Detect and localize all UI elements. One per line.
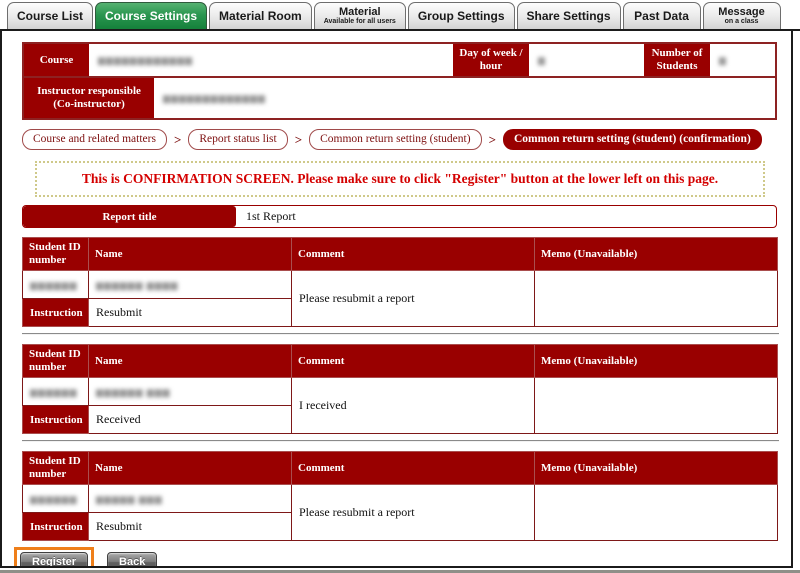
tab-share-settings[interactable] — [517, 2, 621, 29]
redacted-student-id: ▆▆▆▆▆▆ — [30, 280, 78, 290]
tab-group-settings[interactable] — [408, 2, 515, 29]
day-of-week-label: Day of week / hour — [453, 44, 529, 76]
comment-cell: Please resubmit a report — [292, 271, 535, 327]
memo-cell — [535, 271, 778, 327]
student-table-3 — [22, 451, 778, 541]
tab-label: Past Data — [634, 8, 689, 23]
tab-material-room[interactable] — [209, 2, 312, 29]
tab-message[interactable] — [703, 2, 781, 29]
breadcrumb-report-status-list[interactable]: Report status list — [188, 129, 287, 150]
student-name-cell — [89, 378, 292, 406]
instruction-label: Instruction — [23, 299, 89, 327]
redacted-day-value: ▆ — [538, 54, 546, 65]
back-button-wrap — [107, 552, 157, 568]
header-memo: Memo (Unavailable) — [535, 452, 778, 485]
header-student-id: Student ID number — [23, 238, 89, 271]
tab-course-list[interactable] — [7, 2, 93, 29]
redacted-student-id: ▆▆▆▆▆▆ — [30, 494, 78, 504]
course-info-row-1 — [24, 44, 775, 78]
instruction-value-cell: Resubmit — [89, 299, 292, 327]
chevron-right-icon: > — [294, 131, 303, 147]
redacted-student-name: ▆▆▆▆▆▆ ▆▆▆▆ — [96, 280, 179, 290]
tab-label: Message — [718, 5, 765, 18]
student-name-cell — [89, 485, 292, 513]
report-title-value: 1st Report — [246, 209, 296, 223]
breadcrumb — [22, 129, 782, 150]
tab-label: Material — [338, 5, 381, 18]
action-button-row — [14, 547, 791, 568]
comment-cell: Please resubmit a report — [292, 485, 535, 541]
redacted-instructor-name: ▆▆▆▆▆▆▆▆▆▆▆▆▆ — [163, 92, 266, 103]
number-of-students-label: Number of Students — [644, 44, 710, 76]
header-memo: Memo (Unavailable) — [535, 238, 778, 271]
redacted-student-name: ▆▆▆▆▆▆ ▆▆▆ — [96, 387, 171, 397]
table-row — [23, 271, 778, 299]
course-info-table — [22, 42, 777, 120]
header-student-id: Student ID number — [23, 452, 89, 485]
comment-cell: I received — [292, 378, 535, 434]
instructor-label: Instructor responsible (Co-instructor) — [24, 78, 154, 118]
instruction-label: Instruction — [23, 513, 89, 541]
header-student-id: Student ID number — [23, 345, 89, 378]
tab-material[interactable] — [314, 2, 406, 29]
header-name: Name — [89, 238, 292, 271]
tab-label: Material Room — [219, 8, 302, 23]
header-comment: Comment — [292, 345, 535, 378]
memo-cell — [535, 485, 778, 541]
main-content-frame — [0, 31, 793, 568]
redacted-course-name: ▆▆▆▆▆▆▆▆▆▆▆▆ — [98, 54, 194, 65]
student-name-cell — [89, 271, 292, 299]
tab-label: Course List — [17, 8, 84, 23]
memo-cell — [535, 378, 778, 434]
breadcrumb-common-return-setting[interactable]: Common return setting (student) — [309, 129, 481, 150]
tab-label: Group Settings — [417, 8, 505, 23]
student-id-cell — [23, 485, 89, 513]
confirmation-notice: This is CONFIRMATION SCREEN. Please make sure to click "Register" button at the lower left on this page. — [35, 161, 765, 197]
header-memo: Memo (Unavailable) — [535, 345, 778, 378]
tab-past-data[interactable] — [623, 2, 701, 29]
number-of-students-value — [710, 44, 775, 76]
breadcrumb-current-confirmation: Common return setting (student) (confirmation) — [503, 129, 762, 150]
header-comment: Comment — [292, 238, 535, 271]
student-table-1 — [22, 237, 778, 327]
course-value — [89, 44, 453, 76]
back-button[interactable]: Back — [107, 552, 157, 568]
register-button[interactable]: Register — [20, 552, 88, 568]
instruction-value-cell: Received — [89, 406, 292, 434]
report-title-row — [22, 205, 777, 228]
redacted-students-count: ▆ — [719, 54, 727, 65]
table-row — [23, 485, 778, 513]
top-tab-bar — [0, 0, 800, 31]
student-table-2 — [22, 344, 778, 434]
header-name: Name — [89, 345, 292, 378]
table-header-row — [23, 452, 778, 485]
instruction-value-cell: Resubmit — [89, 513, 292, 541]
table-separator — [22, 333, 779, 335]
table-separator — [22, 440, 779, 442]
tab-label: Share Settings — [526, 8, 611, 23]
course-info-row-2 — [24, 78, 775, 118]
tab-sublabel: on a class — [724, 17, 759, 25]
day-of-week-value — [529, 44, 644, 76]
table-header-row — [23, 345, 778, 378]
instructor-value — [154, 78, 775, 118]
tab-sublabel: Available for all users — [323, 17, 396, 25]
tab-course-settings[interactable] — [95, 2, 207, 29]
course-label: Course — [24, 44, 89, 76]
student-id-cell — [23, 271, 89, 299]
register-annotation-highlight — [14, 547, 94, 568]
redacted-student-name: ▆▆▆▆▆ ▆▆▆ — [96, 494, 163, 504]
breadcrumb-course-matters[interactable]: Course and related matters — [22, 129, 167, 150]
table-row — [23, 378, 778, 406]
report-title-label: Report title — [23, 206, 236, 227]
tab-label: Course Settings — [105, 8, 198, 23]
instruction-label: Instruction — [23, 406, 89, 434]
header-comment: Comment — [292, 452, 535, 485]
chevron-right-icon: > — [173, 131, 182, 147]
student-id-cell — [23, 378, 89, 406]
chevron-right-icon: > — [488, 131, 496, 147]
header-name: Name — [89, 452, 292, 485]
redacted-student-id: ▆▆▆▆▆▆ — [30, 387, 78, 397]
table-header-row — [23, 238, 778, 271]
